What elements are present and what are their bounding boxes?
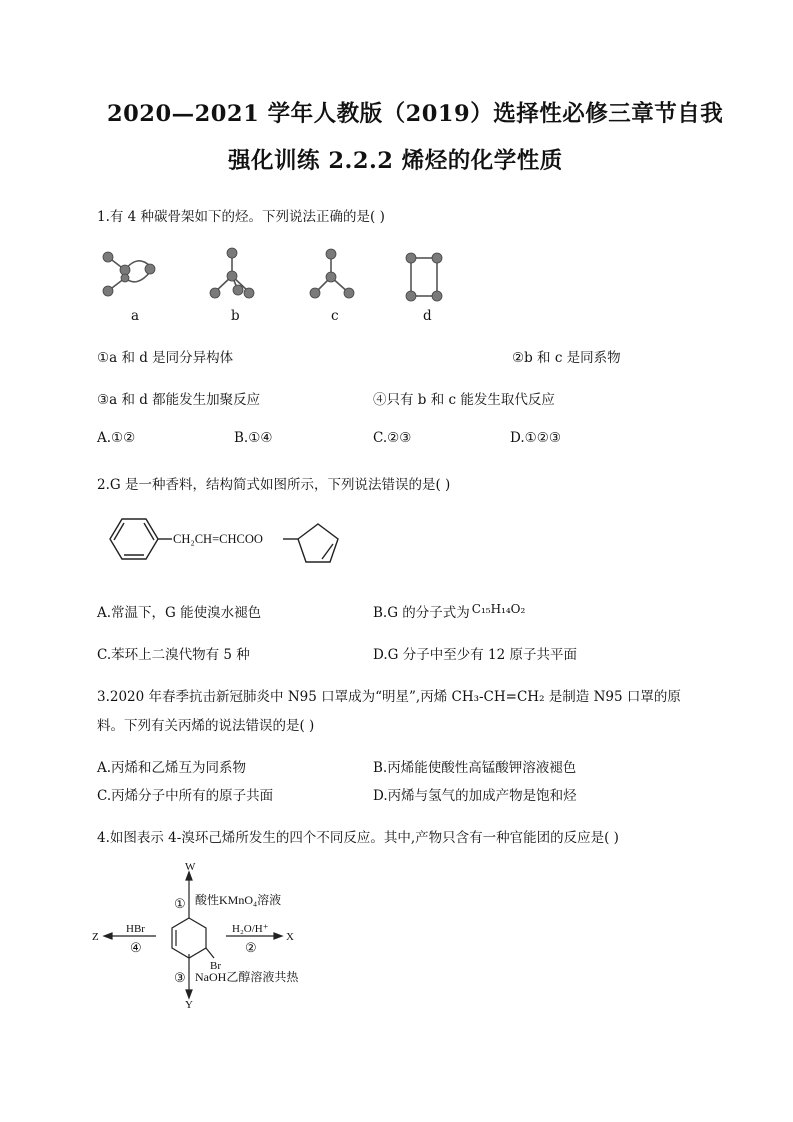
benzene-ring (110, 519, 172, 559)
q1-option-c: C.②③ (373, 430, 412, 446)
q1-statement-2: ②b 和 c 是同系物 (512, 350, 621, 366)
q4-reagent-1: 酸性KMnO₄溶液 (195, 893, 282, 907)
q4-product-y: Y (185, 999, 193, 1008)
q1-option-b: B.①④ (234, 430, 273, 446)
q4-product-z: Z (92, 931, 99, 943)
q4-stem: 4.如图表示 4-溴环己烯所发生的四个不同反应。其中,产物只含有一种官能团的反应是( ) (97, 830, 619, 846)
q4-reagent-3: NaOH乙醇溶液共热 (195, 970, 299, 984)
q3-option-b: B.丙烯能使酸性高锰酸钾溶液褪色 (373, 760, 577, 776)
q4-num-1: ① (174, 896, 186, 911)
q2-option-a: A.常温下，G 能使溴水褪色 (97, 605, 262, 621)
q2-option-b-text: B.G 的分子式为 (373, 605, 470, 621)
q4-num-4: ④ (130, 940, 142, 955)
q2-option-b (373, 601, 525, 621)
q2-structure (98, 507, 358, 577)
q3-option-c: C.丙烯分子中所有的原子共面 (97, 788, 274, 804)
q4-product-w: W (185, 861, 196, 873)
q4-num-2: ② (245, 940, 257, 955)
q2-formula: C₁₅H₁₄O₂ (471, 602, 526, 616)
q1-label-c: c (331, 308, 339, 324)
q3-option-a: A.丙烯和乙烯互为同系物 (97, 760, 247, 776)
q1-option-d: D.①②③ (510, 430, 561, 446)
skeleton-a (108, 257, 150, 291)
q4-reagent-4: HBr (126, 923, 145, 935)
q4-num-3: ③ (174, 970, 186, 985)
q1-statement-4: ④只有 b 和 c 能发生取代反应 (373, 392, 555, 408)
q2-stem: 2.G 是一种香料，结构简式如图所示，下列说法错误的是( ) (97, 477, 451, 493)
q2-option-c: C.苯环上二溴代物有 5 种 (97, 647, 250, 663)
q4-br-label: Br (210, 960, 221, 972)
q4-product-x: X (286, 931, 294, 943)
q4-reaction-diagram (90, 858, 350, 1008)
q1-label-a: a (131, 308, 140, 324)
skeleton-d (411, 258, 437, 296)
bromocyclohexene-ring (172, 918, 214, 958)
q4-reagent-2: H₂O/H⁺ (232, 923, 269, 935)
q2-structure-text: CH₂CH=CHCOO (173, 532, 263, 546)
q1-label-b: b (231, 308, 240, 324)
q1-statement-1: ①a 和 d 是同分异构体 (97, 350, 234, 366)
q2-option-d: D.G 分子中至少有 12 原子共平面 (373, 647, 577, 663)
q3-stem-line1: 3.2020 年春季抗击新冠肺炎中 N95 口罩成为“明星”,丙烯 CH₃-CH=CH₂ 是制造 N95 口罩的原 (97, 689, 681, 705)
page-title-line1: 2020—2021 学年人教版（2019）选择性必修三章节自我 (107, 101, 724, 127)
page-title-line2: 强化训练 2.2.2 烯烃的化学性质 (228, 148, 563, 174)
q1-option-a: A.①② (97, 430, 136, 446)
q3-stem-line2: 料。下列有关丙烯的说法错误的是( ) (97, 718, 315, 734)
q1-label-d: d (423, 308, 432, 324)
q3-option-d: D.丙烯与氢气的加成产物是饱和烃 (373, 788, 577, 804)
cyclopentene-ring (283, 524, 338, 562)
q1-statement-3: ③a 和 d 都能发生加聚反应 (97, 392, 261, 408)
q1-carbon-skeletons (95, 240, 465, 330)
q1-stem: 1.有 4 种碳骨架如下的烃。下列说法正确的是( ) (97, 209, 385, 225)
